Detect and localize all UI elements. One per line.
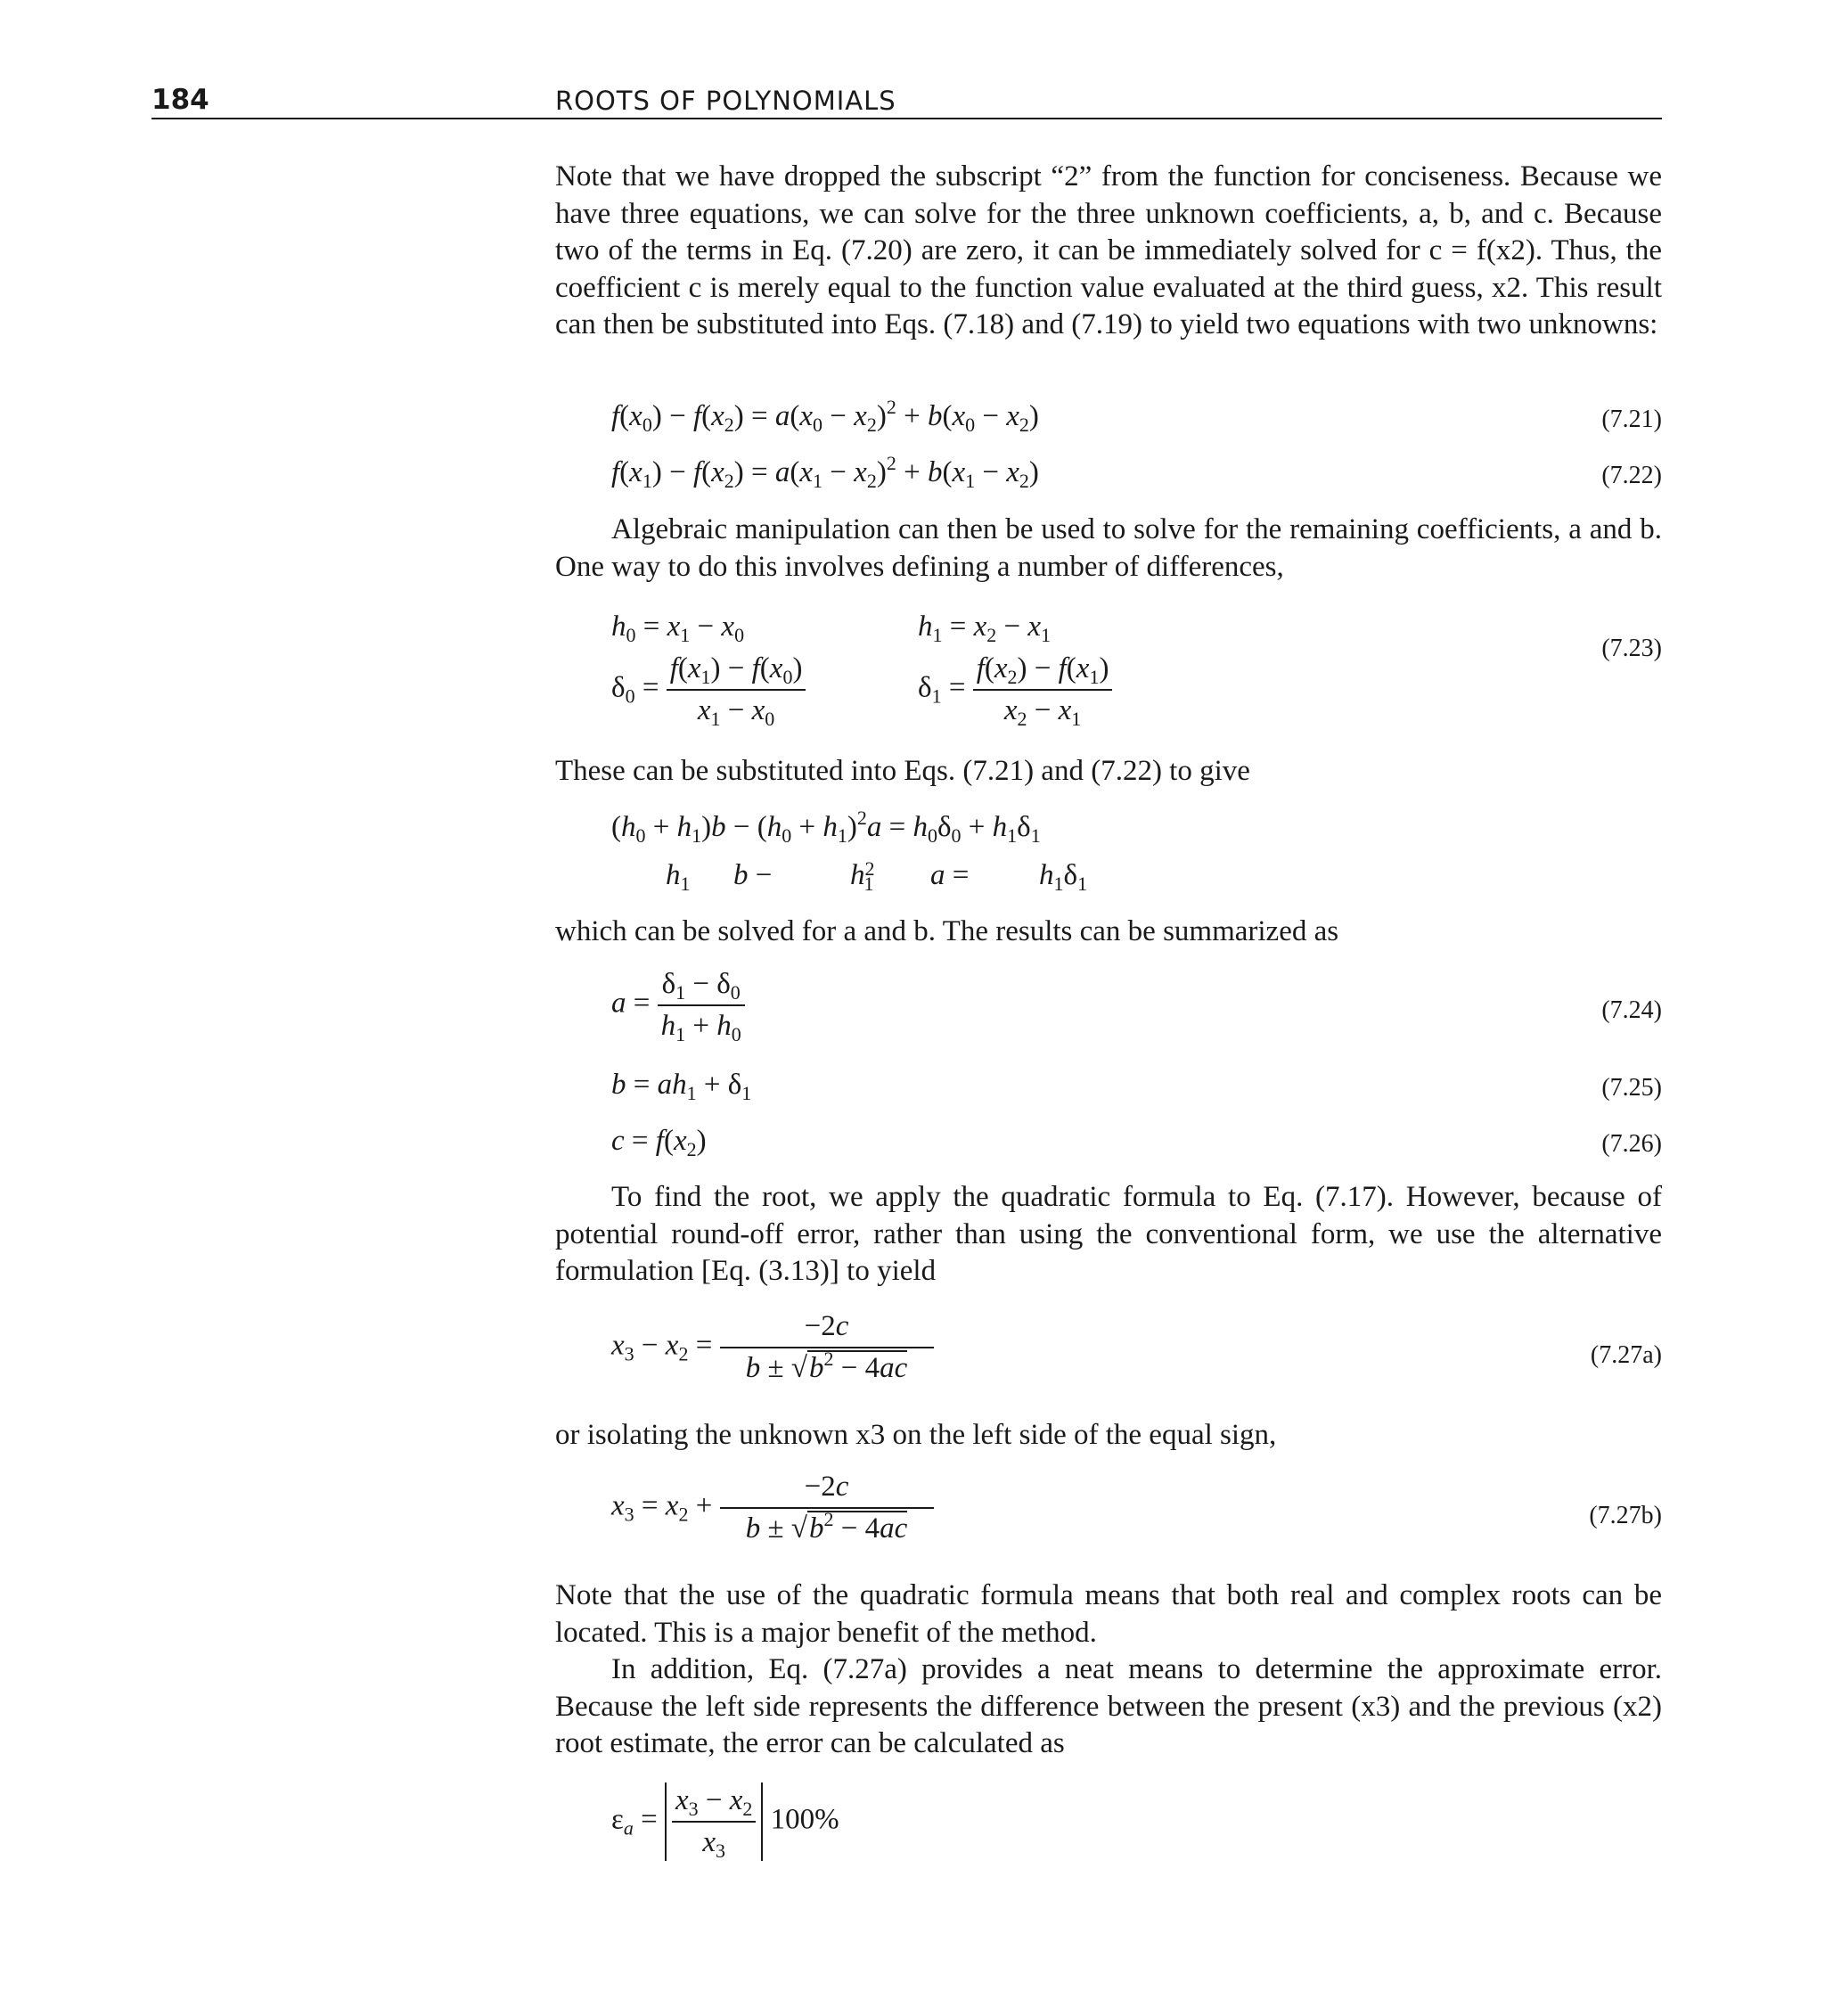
paragraph-7: [555, 1578, 1662, 1763]
equation-7-23-h1: $h_1 = x_2 - x_1$: [918, 611, 1052, 646]
equation-7-23-h0: $h_0 = x_1 - x_0$: [611, 611, 745, 646]
substituted-equation-1: $(h_0 + h_1)b - (h_0 + h_1)^2a = h_0\delta_0 + h_1\delta_1$: [611, 807, 1041, 847]
paragraph-4-text: which can be solved for a and b. The results can be summarized as: [555, 915, 1339, 947]
equation-7-25: $b = ah_1 + \delta_1$: [611, 1069, 752, 1104]
paragraph-8-text: In addition, Eq. (7.27a) provides a neat means to determine the approximate error. Because the left side represents the difference between the present (x3) and the previous (x2) root estimate, the error can be calculated as: [555, 1653, 1662, 1759]
paragraph-6-text: or isolating the unknown x3 on the left side of the equal sign,: [555, 1419, 1277, 1451]
equation-7-26: $c = f(x_2)$: [611, 1125, 707, 1160]
equation-number: (7.27b): [1589, 1502, 1662, 1529]
equation-7-23-delta1: $\delta_1$ = $\frac{f(x_2) - f(x_1)}{x_2 - x_1}$: [918, 652, 1112, 727]
approximate-error-equation: $\varepsilon_a$ = $\frac{x_3 - x_2}{x_3}$ 100%: [611, 1784, 839, 1862]
paragraph-7-text: Note that the use of the quadratic formula means that both real and complex roots can be located. This is a major benefit of the method.: [555, 1579, 1662, 1649]
paragraph-1-text: Note that we have dropped the subscript “2” from the function for conciseness. Because we have three equations, we can solve for the three unknown coefficients, a, b, and c. Because two of the terms in Eq. (7.20) are zero, it can be immediately solved for c = f(x2). Thus, the coefficient c is merely equal to the function value evaluated at the third guess, x2. This result can then be substituted into Eqs. (7.18) and (7.19) to yield two equations with two unknowns:: [555, 160, 1662, 340]
header-rule: [151, 118, 1662, 119]
equation-7-27b: $x_3 = x_2$ + $\frac{-2c}{b \pm √b^2 - 4ac}$: [611, 1471, 934, 1545]
equation-number: (7.27a): [1590, 1341, 1662, 1369]
equation-number: (7.24): [1601, 996, 1662, 1024]
equation-7-23-delta0: $\delta_0$ = $\frac{f(x_1) - f(x_0)}{x_1 - x_0}$: [611, 652, 806, 727]
paragraph-3-text: These can be substituted into Eqs. (7.21) and (7.22) to give: [555, 755, 1250, 787]
equation-number: (7.23): [1601, 635, 1662, 662]
paragraph-5: [555, 1179, 1662, 1291]
equation-number: (7.21): [1601, 406, 1662, 433]
equation-7-27a: $x_3 - x_2$ = $\frac{-2c}{b \pm √b^2 - 4ac}$: [611, 1310, 934, 1385]
equation-7-21: $f(x_0) - f(x_2) = a(x_0 - x_2)^2 + b(x_0 - x_2)$: [611, 396, 1039, 436]
paragraph-1: [555, 159, 1662, 344]
paragraph-2: [555, 512, 1662, 586]
page-number: 184: [151, 84, 209, 116]
paragraph-6: [555, 1417, 1662, 1455]
equation-number: (7.22): [1601, 462, 1662, 489]
paragraph-4: [555, 914, 1662, 951]
running-title: ROOTS OF POLYNOMIALS: [555, 86, 896, 116]
percent-factor: 100%: [770, 1803, 839, 1836]
paragraph-5-text: To find the root, we apply the quadratic formula to Eq. (7.17). However, because of potential round-off error, rather than using the conventional form, we use the alternative formulation [Eq. (3.13)] to yield: [555, 1181, 1662, 1287]
equation-number: (7.26): [1601, 1130, 1662, 1158]
equation-number: (7.25): [1601, 1074, 1662, 1102]
equation-7-24: a = $\frac{\delta_1 - \delta_0}{h_1 + h_0}$: [611, 968, 745, 1043]
paragraph-2-text: Algebraic manipulation can then be used to solve for the remaining coefficients, a and b. One way to do this involves defining a number of differences,: [555, 513, 1662, 583]
equation-7-22: $f(x_1) - f(x_2) = a(x_1 - x_2)^2 + b(x_1 - x_2)$: [611, 452, 1039, 492]
paragraph-3: [555, 753, 1662, 791]
